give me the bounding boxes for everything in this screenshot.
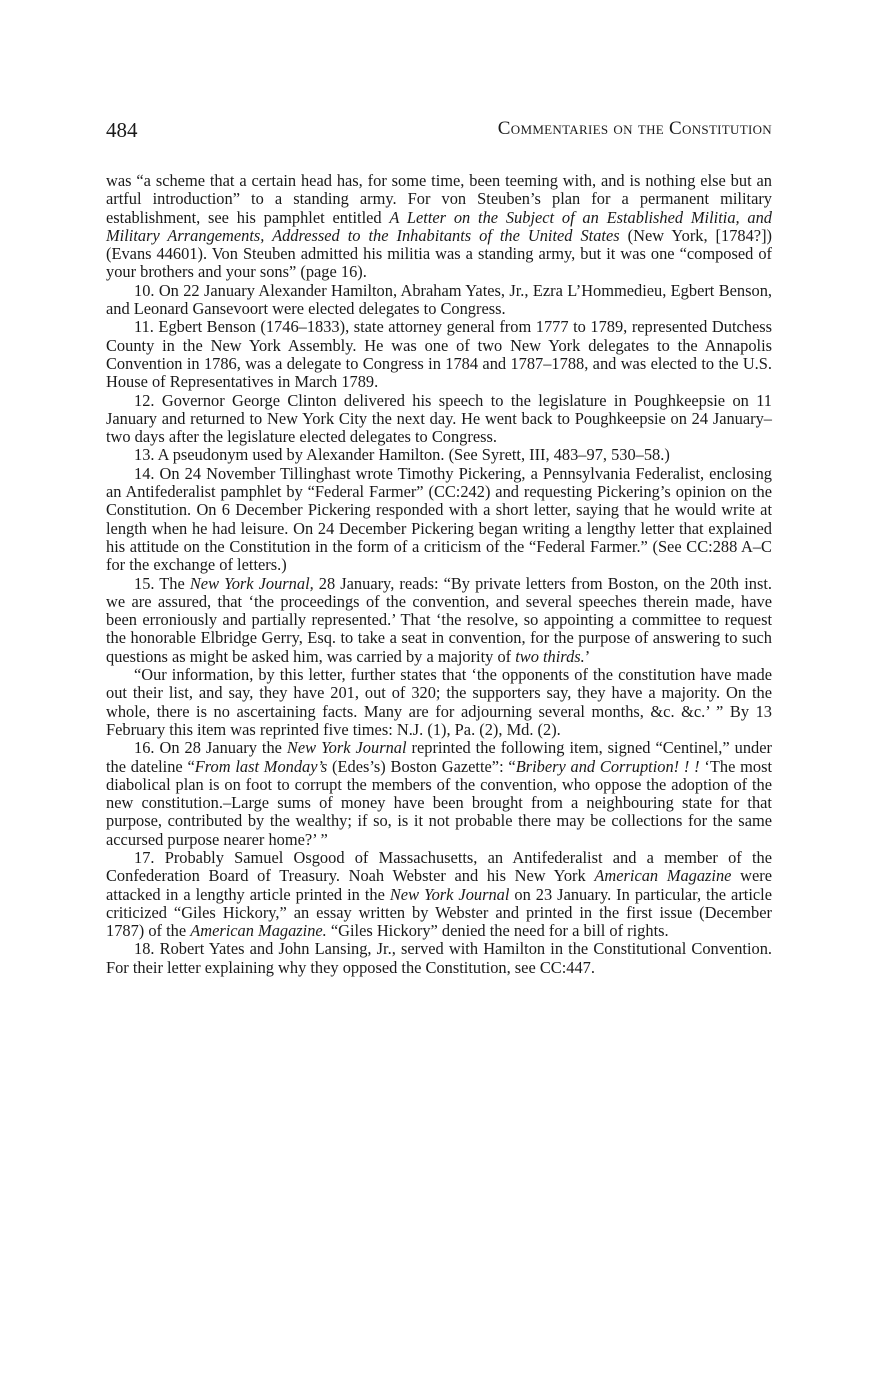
paragraph-note-15b bbox=[106, 666, 772, 739]
text-run: 12. Governor George Clinton delivered his speech to the legislature in Poughkeepsie on 11 January and returned to New York City the next day. He went back to Poughkeepsie on 24 January–two days after the legislature elected delegates to Congress. bbox=[106, 390, 772, 447]
text-run: “Giles Hickory” denied the need for a bill of rights. bbox=[326, 921, 669, 941]
text-run: 11. Egbert Benson (1746–1833), state attorney general from 1777 to 1789, represented Dutchess County in the New York Assembly. He was one of two New York delegates to the Annapolis Convention in 1786, was a delegate to Congress in 1784 and 1787–1788, and was elected to the U.S. House of Representatives in March 1789. bbox=[106, 317, 772, 392]
notes-body bbox=[106, 172, 772, 977]
text-run: 17. Probably Samuel Osgood of Massachusetts, an Antifederalist and a member of the Confederation Board of Treasury. Noah Webster and his New York bbox=[106, 847, 772, 886]
text-run: 13. A pseudonym used by Alexander Hamilton. (See Syrett, III, 483–97, 530–58.) bbox=[134, 445, 670, 465]
text-run: ‘The most diabolical plan is on foot to corrupt the members of the convention, who oppose the adoption of the new constitution.–Large sums of money have been brought from a neighbouring state for that purpose, contributed by the wealthy; if so, is it not probable there may be collections for the same accursed purpose nearer home?’ ” bbox=[106, 756, 773, 849]
paragraph-note-15 bbox=[106, 575, 772, 666]
paragraph-note-11 bbox=[106, 318, 772, 391]
text-run: was “a scheme that a certain head has, for some time, been teeming with, and is nothing else but an artful introduction” to a standing army. For von Steuben’s plan for a permanent military establishment, see his pamphlet entitled bbox=[106, 171, 772, 227]
italic-text: two thirds. bbox=[515, 646, 585, 666]
text-run: were attacked in a lengthy article printed in the bbox=[106, 866, 772, 904]
paragraph-note-16 bbox=[106, 739, 772, 849]
text-run: 15. The bbox=[134, 573, 190, 593]
running-head bbox=[106, 118, 772, 148]
paragraph-note-14 bbox=[106, 465, 772, 575]
italic-text: American Magazine. bbox=[190, 921, 327, 941]
italic-text: A Letter on the Subject of an Established Militia, and Military Arrangements, Addressed to the Inhabitants of the United States bbox=[106, 207, 772, 245]
text-run: reprinted the following item, signed “Centinel,” under the dateline “ bbox=[106, 738, 772, 776]
italic-text: From last Monday’s bbox=[194, 756, 328, 776]
paragraph-cont bbox=[106, 172, 772, 282]
text-run: ’ bbox=[584, 646, 591, 666]
italic-text: American Magazine bbox=[594, 866, 732, 886]
text-run: (Edes’s) Boston Gazette”: “ bbox=[327, 756, 516, 776]
text-run: 28 January, reads: “By private letters from Boston, on the 20th inst. we are assured, that ‘the proceedings of the convention, and several speeches therein made, have been erroniously and partially represented.’ That ‘the resolve, so appointing a committee to request the honorable Elbridge Gerry, Esq. to take a seat in convention, for the purpose of answering to such questions as might be asked him, was carried by a majority of bbox=[106, 573, 772, 666]
italic-text: New York Journal bbox=[389, 884, 510, 904]
text-run: 18. Robert Yates and John Lansing, Jr., served with Hamilton in the Constitutional Convention. For their letter explaining why they opposed the Constitution, see CC:447. bbox=[106, 939, 772, 977]
paragraph-note-13 bbox=[106, 446, 772, 464]
paragraph-note-17 bbox=[106, 849, 772, 940]
paragraph-note-12 bbox=[106, 392, 772, 447]
italic-text: New York Journal, bbox=[189, 573, 314, 593]
paragraph-note-18 bbox=[106, 940, 772, 977]
paragraph-note-10 bbox=[106, 282, 772, 319]
running-title: Commentaries on the Constitution bbox=[497, 118, 772, 139]
text-run: (New York, [1784?]) (Evans 44601). Von Steuben admitted his militia was a standing army, but it was one “composed of your brothers and your sons” (page 16). bbox=[106, 225, 772, 282]
text-run: 14. On 24 November Tillinghast wrote Timothy Pickering, a Pennsylvania Federalist, enclosing an Antifederalist pamphlet by “Federal Farmer” (CC:242) and requesting Pickering’s opinion on the Constitution. On 6 December Pickering responded with a short letter, saying that he would write at length when he had leisure. On 24 December Pickering began writing a lengthy letter that explained his attitude on the Constitution in the form of a criticism of the “Federal Farmer.” (See CC:288 A–C for the exchange of letters.) bbox=[106, 463, 772, 575]
italic-text: New York Journal bbox=[286, 738, 407, 758]
text-run: “Our information, by this letter, further states that ‘the opponents of the constitution have made out their list, and say, they have 201, out of 320; the supporters say, they have a majority. On the whole, there is no ascertaining facts. Many are for adjourning several months, &c. &c.’ ” By 13 February this item was reprinted five times: N.J. (1), Pa. (2), Md. (2). bbox=[106, 665, 772, 739]
page-number: 484 bbox=[106, 118, 138, 142]
italic-text: Bribery and Corruption! ! ! bbox=[515, 756, 700, 776]
text-run: 16. On 28 January the bbox=[134, 738, 287, 758]
text-run: on 23 January. In particular, the article criticized “Giles Hickory,” an essay written by Webster and printed in the first issue (December 1787) of the bbox=[106, 884, 773, 941]
text-run: 10. On 22 January Alexander Hamilton, Abraham Yates, Jr., Ezra L’Hommedieu, Egbert Benson, and Leonard Gansevoort were elected delegates to Congress. bbox=[106, 280, 772, 319]
